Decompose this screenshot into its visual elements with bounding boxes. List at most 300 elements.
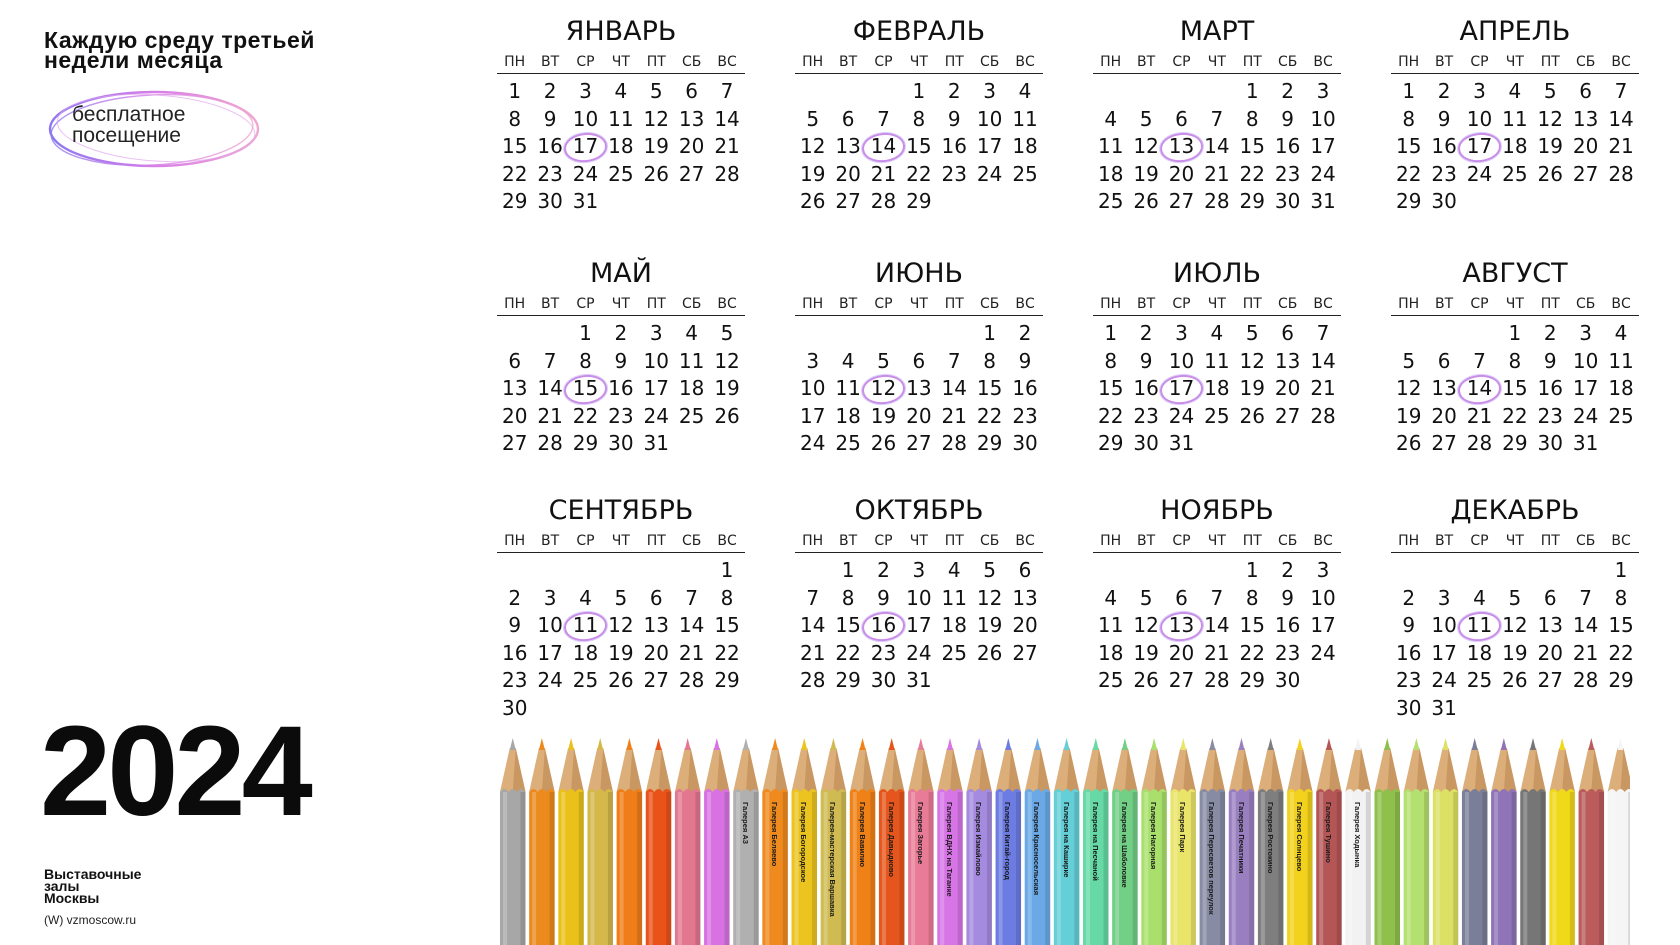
day-cell: 30 (870, 668, 897, 692)
day-cell: 6 (1175, 585, 1188, 610)
pencil-tip (1530, 738, 1536, 750)
pencil-scallop (500, 789, 526, 792)
day-cell: 4 (1018, 79, 1032, 103)
day-cell: 15 (1239, 613, 1265, 637)
pencil (1375, 738, 1401, 945)
free-visit-day: 14 (866, 133, 901, 161)
weekday-header (1391, 296, 1639, 316)
year-heading: 2024 (40, 700, 309, 843)
day-cell: 11 (1097, 613, 1124, 637)
badge-text (72, 104, 185, 146)
day-cell: 23 (941, 161, 967, 186)
day-cell: 23 (1012, 403, 1038, 428)
day-cell: 5 (1508, 585, 1522, 610)
empty-day-cell (497, 320, 532, 348)
day-cell: 29 (714, 668, 740, 692)
day-cell: 18 (1097, 640, 1124, 665)
day-cell: 19 (1133, 640, 1159, 665)
weekday-label: ПН (1100, 54, 1122, 70)
weekday-label: ВТ (1435, 533, 1454, 549)
weekday-label: ВТ (1137, 533, 1156, 549)
day-cell: 13 (678, 106, 705, 131)
day-cell: 3 (1437, 585, 1451, 610)
day-cell: 22 (976, 403, 1003, 428)
day-cell: 4 (947, 558, 961, 582)
day-cell: 19 (1395, 403, 1422, 428)
empty-day-cell (937, 320, 972, 348)
weekday-label: ВС (1313, 296, 1333, 312)
empty-day-cell (1391, 557, 1426, 585)
pencil-shadow (899, 792, 904, 945)
weekday-label: ЧТ (1207, 54, 1226, 70)
gallery-label: Галерея на Каширке (1061, 802, 1071, 878)
day-cell: 7 (685, 585, 699, 610)
day-cell: 7 (947, 348, 961, 373)
gallery-label: Галерея Пересветов переулок (1207, 802, 1217, 915)
weekday-label: СР (874, 54, 893, 70)
day-cell: 28 (1204, 668, 1230, 692)
day-cell: 30 (1012, 431, 1038, 455)
day-grid (497, 557, 745, 722)
pencil-highlight (503, 792, 507, 945)
day-cell: 28 (870, 189, 897, 213)
pencil (587, 738, 613, 945)
weekday-label: СР (1172, 296, 1191, 312)
empty-day-cell (1497, 557, 1532, 585)
website-link[interactable]: (W) vzmoscow.ru (44, 913, 137, 927)
weekday-label: ПН (504, 533, 526, 549)
day-cell: 12 (1395, 376, 1422, 400)
weekday-header (1093, 533, 1341, 553)
month-block (497, 495, 745, 722)
pencil-highlight (1582, 792, 1586, 945)
brand-line-3: Москвы (44, 890, 100, 906)
pencil-shadow (1162, 792, 1167, 945)
weekday-label: СБ (1575, 296, 1596, 312)
month-block (1093, 16, 1341, 216)
day-cell: 16 (941, 134, 967, 158)
day-cell: 31 (572, 189, 599, 213)
day-cell: 19 (608, 640, 634, 665)
day-cell: 29 (1395, 189, 1422, 213)
weekday-label: ПТ (1242, 533, 1262, 549)
pencil-shadow (1220, 792, 1225, 945)
gallery-label: Галерея Ростокино (1265, 802, 1275, 874)
day-cell: 1 (579, 321, 592, 345)
weekday-label: ВС (1313, 533, 1333, 549)
weekday-label: ВС (717, 296, 737, 312)
weekday-label: ВТ (1137, 296, 1156, 312)
free-visit-day: 13 (1164, 612, 1199, 640)
day-cell: 19 (976, 613, 1003, 637)
day-cell: 4 (1104, 106, 1118, 131)
day-cell: 1 (983, 321, 997, 345)
pencil-shadow (1133, 792, 1138, 945)
day-cell: 4 (1508, 79, 1522, 103)
pencil-highlight (1436, 792, 1440, 945)
day-cell: 14 (1608, 106, 1634, 131)
day-cell: 3 (912, 558, 926, 582)
pencil-tip (772, 738, 778, 750)
month-title: МАЙ (590, 258, 652, 289)
day-cell: 1 (1402, 79, 1416, 103)
day-cell: 2 (1437, 79, 1451, 103)
day-cell: 25 (1097, 189, 1124, 213)
pencil-tip (801, 738, 807, 750)
day-cell: 11 (1097, 134, 1124, 158)
day-cell: 24 (1572, 403, 1599, 428)
weekday-label: ВТ (839, 533, 858, 549)
pencil-scallop (617, 789, 643, 792)
empty-day-cell (1093, 78, 1128, 106)
day-grid (795, 78, 1043, 216)
day-cell: 24 (643, 403, 669, 428)
day-grid (1391, 78, 1639, 216)
brand-name (44, 868, 141, 904)
day-cell: 28 (941, 431, 967, 455)
day-cell: 26 (1395, 431, 1422, 455)
weekday-label: ВС (1611, 296, 1631, 312)
day-cell: 9 (1018, 348, 1032, 373)
pencil-highlight (620, 792, 624, 945)
day-cell: 4 (841, 348, 855, 373)
day-cell: 10 (572, 106, 599, 131)
weekday-label: ЧТ (611, 54, 630, 70)
day-cell: 22 (1608, 640, 1634, 665)
day-cell: 3 (649, 321, 663, 345)
day-cell: 27 (1012, 640, 1038, 665)
weekday-label: ПН (1398, 296, 1420, 312)
day-cell: 24 (1466, 161, 1493, 186)
day-cell: 28 (1204, 189, 1230, 213)
pencil-scallop (1404, 789, 1430, 792)
pencil-scallop (1579, 789, 1605, 792)
pencil (1608, 738, 1630, 945)
day-cell: 29 (835, 668, 861, 692)
month-block (1391, 258, 1639, 458)
day-cell: 21 (799, 640, 826, 665)
day-cell: 25 (572, 668, 599, 692)
pencil-tip (1384, 738, 1390, 750)
pencil-tip (918, 738, 924, 750)
pencil-highlight (853, 792, 857, 945)
pencil-scallop (908, 789, 934, 792)
day-cell: 21 (1204, 161, 1230, 186)
day-cell: 7 (1614, 79, 1628, 103)
pencil-highlight (1611, 792, 1615, 945)
month-block (1391, 495, 1639, 722)
day-cell: 18 (1502, 134, 1528, 158)
empty-day-cell (866, 78, 901, 106)
pencil-shadow (1395, 792, 1400, 945)
pencil (617, 738, 643, 945)
day-cell: 10 (799, 376, 826, 400)
gallery-label: Галерея Парк (1178, 802, 1188, 853)
day-cell: 22 (1395, 161, 1422, 186)
day-cell: 1 (912, 79, 926, 103)
month-block (1391, 16, 1639, 216)
day-cell: 5 (649, 79, 663, 103)
gallery-label: Галерея Вавилио (857, 802, 867, 868)
weekday-label: СБ (681, 296, 702, 312)
day-cell: 19 (1239, 376, 1265, 400)
day-cell: 21 (1572, 640, 1599, 665)
pencil-shadow (1337, 792, 1342, 945)
day-cell: 2 (1018, 321, 1032, 345)
day-cell: 14 (1204, 613, 1230, 637)
pencil-scallop (1170, 789, 1196, 792)
day-cell: 17 (537, 640, 563, 665)
weekday-label: СБ (1575, 533, 1596, 549)
day-cell: 9 (1281, 106, 1295, 131)
weekday-label: ПТ (1242, 54, 1262, 70)
pencil-tip (539, 738, 545, 750)
day-cell: 27 (501, 431, 528, 455)
day-cell: 6 (685, 79, 699, 103)
weekday-label: СБ (1277, 54, 1298, 70)
weekday-label: СБ (681, 54, 702, 70)
month-title: ДЕКАБРЬ (1450, 495, 1580, 526)
day-cell: 7 (1473, 348, 1486, 373)
day-cell: 25 (1608, 403, 1634, 428)
day-cell: 20 (678, 134, 705, 158)
day-cell: 25 (835, 431, 861, 455)
day-grid (795, 320, 1043, 458)
day-cell: 4 (685, 321, 699, 345)
day-cell: 12 (1133, 613, 1159, 637)
day-cell: 18 (1097, 161, 1124, 186)
day-cell: 19 (799, 161, 826, 186)
weekday-header (497, 533, 745, 553)
day-cell: 3 (1579, 321, 1593, 345)
day-cell: 29 (501, 189, 528, 213)
day-cell: 22 (714, 640, 740, 665)
day-cell: 14 (537, 376, 563, 400)
empty-day-cell (639, 557, 674, 585)
weekday-label: ПН (802, 533, 824, 549)
pencil-tip (1268, 738, 1274, 750)
weekday-label: ЧТ (909, 296, 928, 312)
weekday-label: ВС (1611, 533, 1631, 549)
day-cell: 5 (720, 321, 734, 345)
pencil-highlight (1232, 792, 1236, 945)
day-cell: 13 (1012, 585, 1038, 610)
day-cell: 5 (806, 106, 820, 131)
empty-day-cell (830, 78, 865, 106)
day-cell: 8 (1402, 106, 1416, 131)
gallery-label: Галерея Загорье (915, 802, 925, 865)
pencil (675, 738, 701, 945)
weekday-label: СР (874, 296, 893, 312)
pencil-tip (1297, 738, 1303, 750)
weekday-label: ПТ (646, 296, 666, 312)
day-cell: 8 (508, 106, 522, 131)
day-cell: 21 (1466, 403, 1493, 428)
day-cell: 24 (1310, 161, 1336, 186)
day-cell: 25 (1204, 403, 1230, 428)
day-cell: 14 (678, 613, 705, 637)
pencil-tip (1005, 738, 1011, 750)
day-cell: 2 (1139, 321, 1153, 345)
month-title: ФЕВРАЛЬ (852, 16, 986, 47)
day-cell: 13 (835, 134, 861, 158)
day-cell: 14 (941, 376, 967, 400)
free-visit-day: 17 (1164, 375, 1199, 403)
pencil-scallop (1316, 789, 1342, 792)
day-cell: 17 (799, 403, 826, 428)
day-cell: 26 (1502, 668, 1528, 692)
day-cell: 23 (870, 640, 897, 665)
day-cell: 6 (649, 585, 663, 610)
weekday-label: ПТ (1540, 296, 1560, 312)
weekday-header (497, 296, 745, 316)
pencil (529, 738, 555, 945)
free-visit-day: 13 (1164, 133, 1199, 161)
day-cell: 30 (1395, 695, 1422, 720)
day-cell: 20 (643, 640, 669, 665)
day-cell: 7 (877, 106, 890, 131)
gallery-label: Галерея Нагорная (1149, 802, 1159, 870)
month-title: ЯНВАРЬ (565, 16, 677, 47)
day-cell: 23 (537, 161, 563, 186)
empty-day-cell (568, 557, 603, 585)
tagline (44, 27, 315, 73)
pencil (646, 738, 672, 945)
gallery-label: Галерея А3 (740, 802, 750, 844)
day-cell: 29 (976, 431, 1003, 455)
weekday-label: ПТ (1540, 533, 1560, 549)
day-cell: 25 (1466, 668, 1493, 692)
day-cell: 5 (877, 348, 890, 373)
day-cell: 7 (720, 79, 734, 103)
day-cell: 19 (870, 403, 897, 428)
free-visit-day: 11 (1462, 612, 1497, 640)
day-cell: 19 (1537, 134, 1563, 158)
empty-day-cell (830, 320, 865, 348)
pencil-shadow (579, 792, 584, 945)
weekday-label: ПТ (1540, 54, 1560, 70)
pencil-highlight (795, 792, 799, 945)
pencil-highlight (999, 792, 1003, 945)
pencil-tip (510, 738, 516, 750)
day-cell: 22 (1502, 403, 1528, 428)
pencil-highlight (649, 792, 653, 945)
pencil-scallop (1229, 789, 1255, 792)
day-cell: 3 (579, 79, 592, 103)
day-cell: 10 (537, 613, 563, 637)
day-cell: 16 (1431, 134, 1457, 158)
day-cell: 8 (1508, 348, 1522, 373)
empty-day-cell (1128, 557, 1163, 585)
gallery-label: Галерея Ходынка (1353, 802, 1363, 868)
pencil-shadow (1453, 792, 1458, 945)
day-cell: 18 (572, 640, 599, 665)
month-block (497, 16, 745, 216)
pencil-tip (626, 738, 632, 750)
pencil-shadow (812, 792, 817, 945)
pencil (1404, 738, 1430, 945)
day-grid (1093, 78, 1341, 216)
day-cell: 24 (1431, 668, 1457, 692)
pencil-scallop (733, 789, 759, 792)
day-cell: 28 (1572, 668, 1599, 692)
month-title: НОЯБРЬ (1160, 495, 1274, 526)
weekday-label: ВТ (839, 296, 858, 312)
weekday-label: СР (576, 54, 595, 70)
day-cell: 7 (806, 585, 820, 610)
day-cell: 20 (1537, 640, 1563, 665)
pencil-shadow (1045, 792, 1050, 945)
day-cell: 1 (841, 558, 855, 582)
day-cell: 23 (1274, 161, 1301, 186)
day-cell: 7 (1210, 585, 1224, 610)
tagline-line-1: Каждую среду третьей (44, 27, 315, 53)
weekday-label: СР (1470, 533, 1489, 549)
day-cell: 3 (543, 585, 557, 610)
pencil-highlight (1203, 792, 1207, 945)
pencil (1433, 738, 1459, 945)
day-cell: 10 (1572, 348, 1599, 373)
day-cell: 25 (678, 403, 705, 428)
gallery-label: Галерея на Шаболовке (1119, 802, 1129, 888)
pencil-scallop (1491, 789, 1517, 792)
day-cell: 2 (947, 79, 961, 103)
tagline-line-2: недели месяца (44, 47, 223, 73)
day-cell: 22 (501, 161, 528, 186)
pencil (1491, 738, 1517, 945)
day-cell: 26 (1239, 403, 1265, 428)
pencil-shadow (1512, 792, 1517, 945)
day-cell: 12 (1133, 134, 1159, 158)
day-cell: 23 (1133, 403, 1159, 428)
pencil-tip (1443, 738, 1449, 750)
day-cell: 6 (1281, 321, 1295, 345)
day-cell: 8 (1614, 585, 1628, 610)
day-cell: 20 (1431, 403, 1457, 428)
day-cell: 15 (906, 134, 932, 158)
empty-day-cell (497, 557, 532, 585)
pencil-scallop (850, 789, 876, 792)
day-cell: 10 (1466, 106, 1493, 131)
pencil-highlight (1552, 792, 1556, 945)
pencil-scallop (792, 789, 818, 792)
weekday-label: СР (1470, 54, 1489, 70)
day-cell: 20 (906, 403, 932, 428)
day-cell: 11 (608, 106, 634, 131)
day-cell: 22 (1239, 640, 1265, 665)
day-cell: 1 (1104, 321, 1118, 345)
pencil-scallop (1520, 789, 1546, 792)
gallery-label: Галерея Давыдково (886, 802, 896, 877)
pencil-tip (597, 738, 603, 750)
pencil-tip (1355, 738, 1361, 750)
empty-day-cell (1426, 320, 1461, 348)
day-cell: 18 (678, 376, 705, 400)
weekday-label: ПН (802, 296, 824, 312)
day-cell: 16 (1274, 134, 1301, 158)
day-cell: 20 (1012, 613, 1038, 637)
pencil-tip (1151, 738, 1157, 750)
day-cell: 27 (906, 431, 932, 455)
pencil-scallop (1462, 789, 1488, 792)
weekday-label: ПН (802, 54, 824, 70)
day-cell: 20 (501, 403, 528, 428)
day-cell: 30 (1274, 668, 1301, 692)
weekday-label: СР (576, 296, 595, 312)
day-cell: 1 (1614, 558, 1628, 582)
pencil-tip (656, 738, 662, 750)
empty-day-cell (1093, 557, 1128, 585)
